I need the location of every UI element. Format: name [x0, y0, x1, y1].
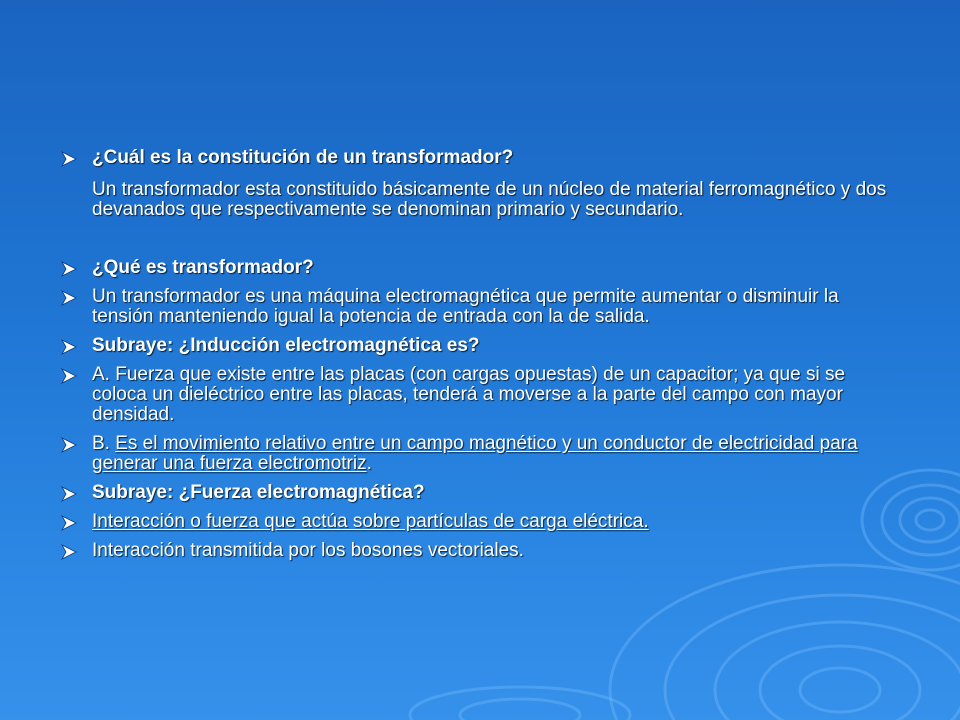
option-prefix: B. [92, 433, 116, 454]
answer-text: Interacción transmitida por los bosones vectoriales. [92, 540, 524, 561]
underlined-answer: Interacción o fuerza que actúa sobre partículas de carga eléctrica. [92, 511, 649, 532]
underlined-answer: Es el movimiento relativo entre un campo magnético y un conductor de electricidad para generar una fuerza electromotriz [92, 433, 858, 474]
list-item [60, 512, 900, 532]
arrowhead-bullet-icon [60, 260, 78, 278]
slide-content [60, 148, 900, 561]
arrowhead-bullet-icon [60, 367, 78, 385]
arrowhead-bullet-icon [60, 485, 78, 503]
list-item [60, 434, 900, 474]
list-item [60, 365, 900, 425]
list-item [60, 180, 900, 220]
arrowhead-bullet-icon [60, 543, 78, 561]
arrowhead-bullet-icon [60, 514, 78, 532]
option-suffix: . [366, 453, 372, 474]
question-text: Subraye: ¿Fuerza electromagnética? [92, 482, 425, 503]
arrowhead-bullet-icon [60, 436, 78, 454]
arrowhead-bullet-icon [60, 289, 78, 307]
arrowhead-bullet-icon [60, 150, 78, 168]
list-item [60, 258, 900, 278]
list-item [60, 148, 900, 168]
answer-text: Un transformador esta constituido básicamente de un núcleo de material ferromagnético y dos devanados que respectivamente se denominan primario y secundario. [92, 179, 887, 220]
list-item [60, 287, 900, 327]
answer-text: Un transformador es una máquina electromagnética que permite aumentar o disminuir la tensión manteniendo igual la potencia de entrada con la de salida. [92, 286, 839, 327]
question-text: ¿Cuál es la constitución de un transformador? [92, 147, 514, 168]
arrowhead-bullet-icon [60, 338, 78, 356]
list-item [60, 541, 900, 561]
list-item [60, 336, 900, 356]
list-item [60, 483, 900, 503]
answer-text: A. Fuerza que existe entre las placas (con cargas opuestas) de un capacitor; ya que si se coloca un dieléctrico entre las placas, tenderá a moverse a la parte del campo con mayor densidad. [92, 364, 846, 425]
question-text: ¿Qué es transformador? [92, 257, 314, 278]
question-text: Subraye: ¿Inducción electromagnética es? [92, 335, 480, 356]
